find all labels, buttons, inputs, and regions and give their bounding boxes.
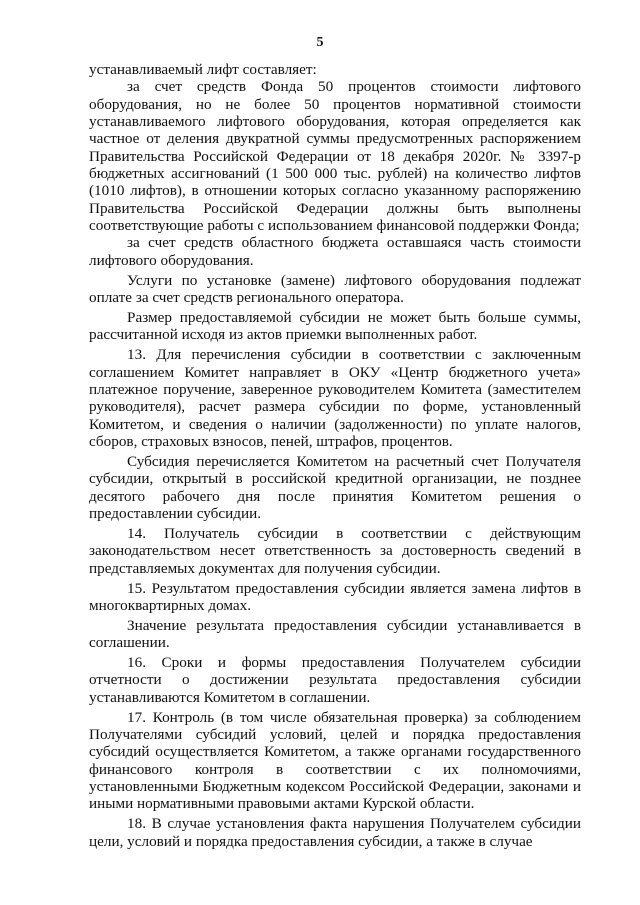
- paragraph-6: 13. Для перечисления субсидии в соответствии с заключенным соглашением Комитет направляет в ОКУ «Центр бюджетного учета» платежное поручение, заверенное руководителем Комитета (заместителем руководителя), расчет размера субсидии по форме, установленный Комитетом, и сведения о наличии (задолженности) по уплате налогов, сборов, страховых взносов, пеней, штрафов, процентов.: [89, 346, 581, 450]
- paragraph-5: Размер предоставляемой субсидии не может быть больше суммы, рассчитанной исходя из актов приемки выполненных работ.: [89, 309, 581, 344]
- paragraph-9: 15. Результатом предоставления субсидии является замена лифтов в многоквартирных домах.: [89, 579, 581, 614]
- document-body: [89, 61, 581, 850]
- page-number: 5: [316, 35, 324, 50]
- paragraph-2: за счет средств Фонда 50 процентов стоимости лифтового оборудования, но не более 50 процентов нормативной стоимости устанавливаемого лифтового оборудования, которая определяется как частное от деления двукратной суммы предусмотренных распоряжением Правительства Российской Федерации от 18 декабря 2020г. № 3397-р бюджетных ассигнований (1 500 000 тыс. рублей) на количество лифтов (1010 лифтов), в отношении которых согласно указанному распоряжению Правительства Российской Федерации должны быть выполнены соответствующие работы с использованием финансовой поддержки Фонда;: [89, 78, 581, 235]
- paragraph-4: Услуги по установке (замене) лифтового оборудования подлежат оплате за счет средств регионального оператора.: [89, 271, 581, 307]
- paragraph-10: Значение результата предоставления субсидии устанавливается в соглашении.: [89, 616, 581, 652]
- paragraph-1: устанавливаемый лифт составляет:: [89, 61, 317, 78]
- paragraph-13: 18. В случае установления факта нарушения Получателем субсидии цели, условий и порядка предоставления субсидии, а также в случае: [89, 815, 581, 850]
- paragraph-11: 16. Сроки и формы предоставления Получателем субсидии отчетности о достижении результата предоставления субсидии устанавливаются Комитетом в соглашении.: [89, 654, 581, 706]
- paragraph-7: Субсидия перечисляется Комитетом на расчетный счет Получателя субсидии, открытый в российской кредитной организации, не позднее десятого рабочего дня после принятия Комитетом решения о предоставлении субсидии.: [89, 452, 581, 522]
- paragraph-8: 14. Получатель субсидии в соответствии с действующим законодательством несет ответственность за достоверность сведений в представляемых документах для получения субсидии.: [89, 524, 581, 577]
- paragraph-3: за счет средств областного бюджета оставшаяся часть стоимости лифтового оборудования.: [89, 234, 581, 269]
- paragraph-12: 17. Контроль (в том числе обязательная проверка) за соблюдением Получателями субсидий условий, целей и порядка предоставления субсидий осуществляется Комитетом, а также органами государственного финансового контроля в соответствии с их полномочиями, установленными Бюджетным кодексом Российской Федерации, законами и иными нормативными правовыми актами Курской области.: [89, 708, 581, 813]
